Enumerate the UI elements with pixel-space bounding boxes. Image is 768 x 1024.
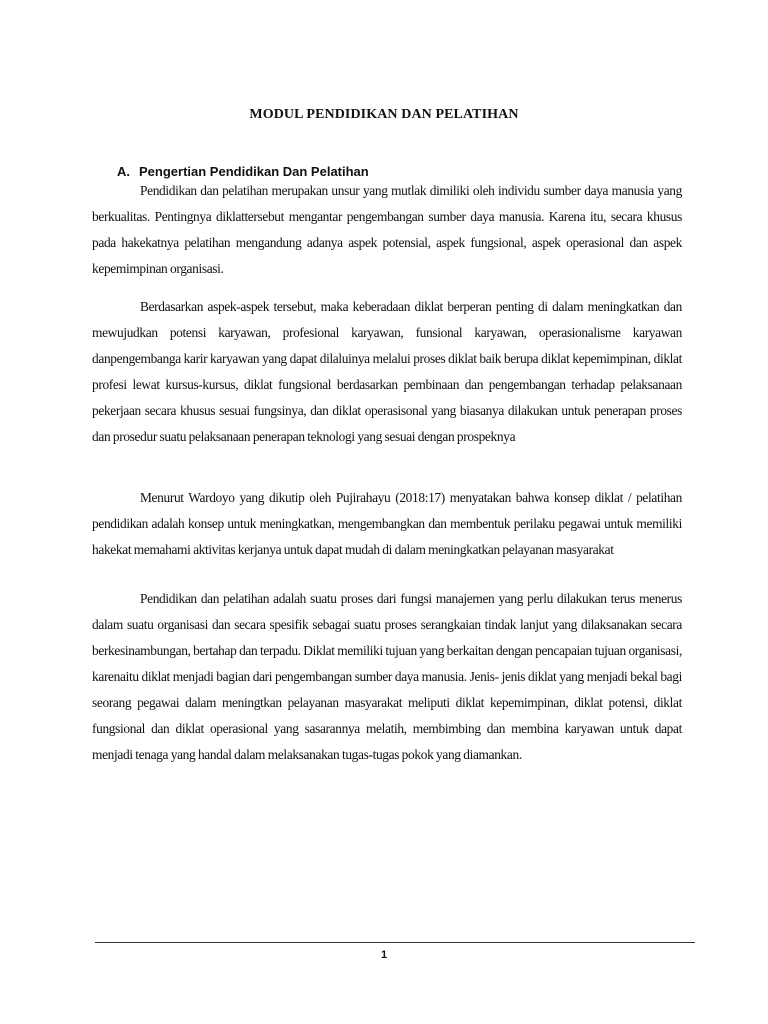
paragraph-block <box>92 178 682 282</box>
section-number: A. <box>117 164 130 179</box>
paragraph: Pendidikan dan pelatihan merupakan unsur yang mutlak dimiliki oleh individu sumber daya manusia yang berkualitas. Pentingnya diklattersebut mengantar pengembangan sumber daya manusia. Karena itu, secara khusus pada hakekatnya pelatihan mengandung adanya aspek potensial, aspek fungsional, aspek operasional dan aspek kepemimpinan organisasi. <box>92 183 682 276</box>
paragraph-block <box>92 485 682 563</box>
section-heading <box>117 164 369 179</box>
document-title: MODUL PENDIDIKAN DAN PELATIHAN <box>249 107 519 122</box>
page-number: 1 <box>380 949 388 961</box>
footer-divider <box>95 942 695 943</box>
paragraph-block <box>92 586 682 768</box>
paragraph: Berdasarkan aspek-aspek tersebut, maka keberadaan diklat berperan penting di dalam meningkatkan dan mewujudkan potensi karyawan, profesional karyawan, funsional karyawan, operasionalisme karyawan danpengembanga karir karyawan yang dapat dilaluinya melalui proses diklat baik berupa diklat kepemimpinan, diklat profesi lewat kursus-kursus, diklat fungsional berdasarkan pembinaan dan pengembangan terhadap pelaksanaan pekerjaan secara khusus sesuai fungsinya, dan diklat operasisonal yang biasanya dilakukan untuk penerapan proses dan prosedur suatu pelaksanaan penerapan teknologi yang sesuai dengan prospeknya <box>92 299 682 444</box>
section-heading-text: Pengertian Pendidikan Dan Pelatihan <box>139 164 369 179</box>
paragraph-block <box>92 294 682 450</box>
paragraph: Pendidikan dan pelatihan adalah suatu proses dari fungsi manajemen yang perlu dilakukan terus menerus dalam suatu organisasi dan secara spesifik sebagai suatu proses serangkaian tindak lanjut yang dilaksanakan secara berkesinambungan, bertahap dan terpadu. Diklat memiliki tujuan yang berkaitan dengan pencapaian tujuan organisasi, karenaitu diklat menjadi bagian dari pengembangan sumber daya manusia. Jenis- jenis diklat yang menjadi bekal bagi seorang pegawai dalam meningtkan pelayanan masyarakat meliputi diklat kepemimpinan, diklat potensi, diklat fungsional dan diklat operasional yang sasarannya melatih, membimbing dan membina karyawan untuk dapat menjadi tenaga yang handal dalam melaksanakan tugas-tugas pokok yang diamankan. <box>92 591 682 762</box>
paragraph: Menurut Wardoyo yang dikutip oleh Pujirahayu (2018:17) menyatakan bahwa konsep diklat / pelatihan pendidikan adalah konsep untuk meningkatkan, mengembangkan dan membentuk perilaku pegawai untuk memiliki hakekat memahami aktivitas kerjanya untuk dapat mudah di dalam meningkatkan pelayanan masyarakat <box>92 490 682 557</box>
